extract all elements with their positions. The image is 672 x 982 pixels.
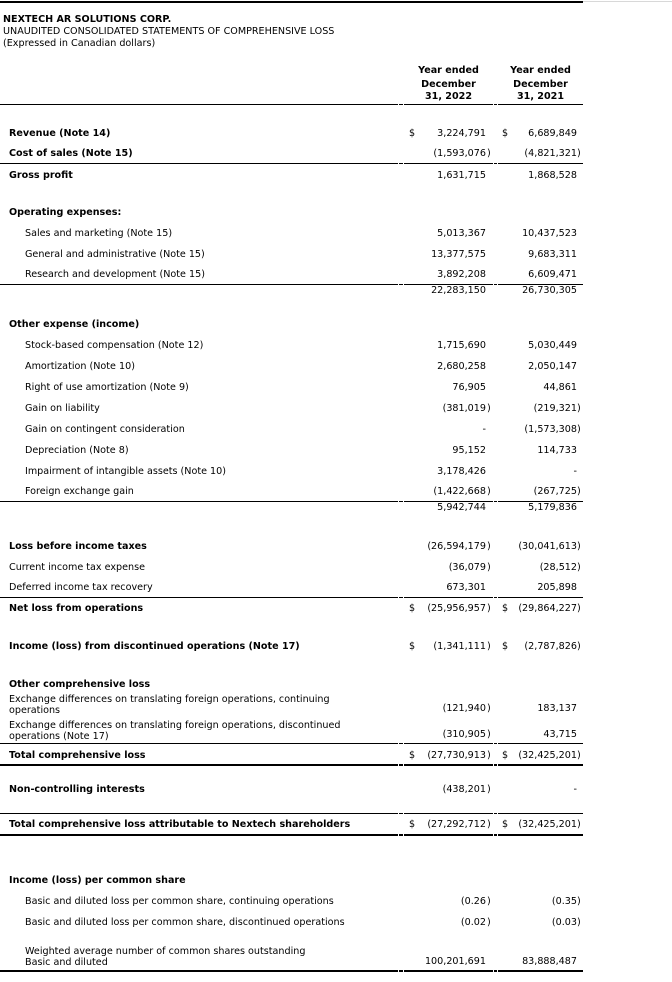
row-label: General and administrative (Note 15) [25,249,205,260]
row-label: Total comprehensive loss [9,750,146,761]
row-label: Gain on liability [25,403,100,414]
underline-rule [404,501,493,502]
row-label: Gain on contingent consideration [25,424,185,435]
underline-rule [404,813,493,814]
currency-symbol-2022: $ [409,641,416,652]
value-2022: 76,905 [452,382,486,393]
table-row [0,720,583,743]
currency-symbol-2022: $ [409,750,416,761]
value-2021: 183,137 [537,703,577,714]
table-row [0,778,583,798]
column-header-line: December [513,79,568,90]
value-2022: (310,905 [442,729,486,740]
value-2021: (0.35 [551,896,577,907]
underline-rule [404,834,493,836]
value-2021: 5,030,449 [528,340,577,351]
value-2022: (26,594,179 [427,541,486,552]
underline-gap-dash [494,163,497,164]
underline-gap-dash [399,284,403,285]
row-label: Loss before income taxes [9,541,147,552]
underline-rule [498,163,583,164]
value-2022: (0.26 [460,896,486,907]
row-label: Amortization (Note 10) [25,361,135,372]
value-2021: 43,715 [543,729,577,740]
value-2021: 1,868,528 [528,170,577,181]
row-label: Impairment of intangible assets (Note 10) [25,466,226,477]
column-header-line: 31, 2021 [516,91,565,102]
value-2021: - [573,466,577,477]
closing-paren-2022: ) [487,641,491,652]
value-2022: 22,283,150 [431,285,486,296]
table-row [0,460,583,480]
currency-symbol-2022: $ [409,128,416,139]
row-label: Depreciation (Note 8) [25,445,129,456]
value-2022: (121,940 [442,703,486,714]
table-row [0,496,583,516]
value-2022: 3,224,791 [437,128,486,139]
row-label: Exchange differences on translating foreign operations, continuing operations [9,694,330,716]
value-2021: 5,179,836 [528,502,577,513]
row-label: Current income tax expense [9,562,146,573]
column-header-line: December [421,79,476,90]
table-row [0,279,583,299]
value-2022: (25,956,957 [427,603,486,614]
column-header-line: Year ended [418,65,479,76]
top-border-gray [583,1,672,2]
underline-gap-dash [399,163,403,164]
closing-paren-2021: ) [577,641,581,652]
underline-rule [498,104,583,105]
value-2021: 10,437,523 [522,228,577,239]
value-2022: (27,292,712 [427,819,486,830]
closing-paren-2021: ) [577,562,581,573]
row-label: Other expense (income) [9,319,140,330]
currency-symbol-2021: $ [502,128,509,139]
value-2022: 673,301 [446,582,486,593]
column-header-line: 31, 2022 [424,91,473,102]
row-label: Total comprehensive loss attributable to Nextech shareholders [9,819,351,830]
table-row [0,397,583,417]
closing-paren-2021: ) [577,424,581,435]
closing-paren-2021: ) [577,603,581,614]
underline-rule [0,163,398,164]
value-2021: (29,864,227 [518,603,577,614]
table-row [0,418,583,438]
table-row [0,535,583,555]
currency-symbol-2021: $ [502,750,509,761]
value-2022: 3,892,208 [437,269,486,280]
underline-gap-dash [494,970,497,972]
underline-gap-dash [494,284,497,285]
value-2021: 26,730,305 [522,285,577,296]
column-header-2022 [404,64,493,102]
table-row [0,142,583,162]
value-2021: 205,898 [537,582,577,593]
closing-paren-2021: ) [577,148,581,159]
table-row [0,946,583,970]
closing-paren-2022: ) [487,703,491,714]
row-label: Net loss from operations [9,603,144,614]
value-2022: 95,152 [452,445,486,456]
value-2021: (28,512 [539,562,577,573]
value-2021: (30,041,613 [518,541,577,552]
closing-paren-2021: ) [577,819,581,830]
underline-rule [404,104,493,105]
row-label-line2: Basic and diluted [25,957,108,968]
closing-paren-2022: ) [487,541,491,552]
underline-rule [498,764,583,766]
underline-rule [404,597,493,598]
table-row [0,556,583,576]
value-2022: (1,341,111 [433,641,486,652]
closing-paren-2022: ) [487,403,491,414]
underline-rule [0,834,398,836]
row-label: Right of use amortization (Note 9) [25,382,189,393]
table-row [0,597,583,617]
underline-gap-dash [399,813,403,814]
underline-rule [498,743,583,744]
row-label: Weighted average number of common shares outstanding [25,946,306,957]
closing-paren-2021: ) [577,896,581,907]
underline-rule [498,970,583,972]
closing-paren-2021: ) [577,403,581,414]
value-2021: 9,683,311 [528,249,577,260]
value-2022: (1,422,668 [433,486,486,497]
row-label: Revenue (Note 14) [9,128,111,139]
row-label: Exchange differences on translating foreign operations, discontinued operations (Note 17) [9,720,341,742]
value-2021: 2,050,147 [528,361,577,372]
value-2021: 44,861 [543,382,577,393]
value-2022: 13,377,575 [431,249,486,260]
table-row [0,376,583,396]
value-2021: (0.03 [551,917,577,928]
closing-paren-2022: ) [487,896,491,907]
underline-rule [498,813,583,814]
value-2021: (219,321 [533,403,577,414]
closing-paren-2021: ) [577,486,581,497]
table-row [0,355,583,375]
statement-header [3,14,334,50]
value-2022: (0.02 [460,917,486,928]
row-label: Gross profit [9,170,73,181]
underline-gap-dash [494,104,497,105]
underline-rule [0,104,398,105]
row-label: Income (loss) from discontinued operations (Note 17) [9,641,300,652]
underline-rule [0,764,398,766]
closing-paren-2022: ) [487,917,491,928]
column-header-line: Year ended [510,65,571,76]
closing-paren-2022: ) [487,729,491,740]
value-2021: 114,733 [537,445,577,456]
value-2021: 6,609,471 [528,269,577,280]
closing-paren-2022: ) [487,784,491,795]
underline-gap-dash [494,764,497,766]
underline-rule [0,970,398,972]
underline-rule [404,284,493,285]
underline-rule [0,597,398,598]
closing-paren-2022: ) [487,486,491,497]
value-2022: 2,680,258 [437,361,486,372]
value-2022: 100,201,691 [424,956,486,967]
underline-gap-dash [399,743,403,744]
row-label: Sales and marketing (Note 15) [25,228,173,239]
currency-note: (Expressed in Canadian dollars) [3,38,156,49]
underline-gap-dash [399,764,403,766]
value-2021: 6,689,849 [528,128,577,139]
closing-paren-2021: ) [577,917,581,928]
currency-symbol-2021: $ [502,641,509,652]
table-row [0,313,583,333]
underline-rule [498,597,583,598]
table-row [0,201,583,221]
value-2021: 83,888,487 [522,956,577,967]
table-row [0,576,583,596]
underline-gap-dash [399,597,403,598]
row-label: Cost of sales (Note 15) [9,148,133,159]
row-label: Deferred income tax recovery [9,582,153,593]
value-2021: (32,425,201 [518,819,577,830]
value-2022: (36,079 [448,562,486,573]
row-label: Operating expenses: [9,207,122,218]
value-2022: (381,019 [442,403,486,414]
table-row [0,243,583,263]
underline-gap-dash [399,970,403,972]
underline-rule [498,834,583,836]
row-label: Non-controlling interests [9,784,145,795]
value-2021: (4,821,321 [524,148,577,159]
underline-gap-dash [494,501,497,502]
underline-rule [404,163,493,164]
underline-gap-dash [494,834,497,836]
value-2022: 1,715,690 [437,340,486,351]
closing-paren-2021: ) [577,750,581,761]
column-header-2021 [498,64,583,102]
underline-rule [498,501,583,502]
currency-symbol-2022: $ [409,819,416,830]
closing-paren-2022: ) [487,819,491,830]
closing-paren-2022: ) [487,562,491,573]
value-2022: 5,942,744 [437,502,486,513]
underline-rule [0,813,398,814]
value-2021: (2,787,826 [524,641,577,652]
closing-paren-2022: ) [487,148,491,159]
table-row [0,122,583,142]
table-row [0,439,583,459]
closing-paren-2022: ) [487,750,491,761]
value-2022: (27,730,913 [427,750,486,761]
table-row [0,222,583,242]
value-2022: (1,593,076 [433,148,486,159]
row-label: Research and development (Note 15) [25,269,205,280]
underline-rule [0,501,398,502]
table-row [0,694,583,717]
underline-rule [0,743,398,744]
underline-gap-dash [494,813,497,814]
value-2022: - [482,424,486,435]
underline-rule [404,970,493,972]
closing-paren-2022: ) [487,603,491,614]
table-row [0,164,583,184]
row-label: Other comprehensive loss [9,679,151,690]
table-row [0,744,583,764]
value-2022: 1,631,715 [437,170,486,181]
value-2021: (267,725 [533,486,577,497]
row-label: Foreign exchange gain [25,486,134,497]
underline-rule [498,284,583,285]
underline-gap-dash [399,104,403,105]
value-2022: 3,178,426 [437,466,486,477]
value-2021: - [573,784,577,795]
table-row [0,869,583,889]
underline-gap-dash [494,743,497,744]
top-border [0,1,583,3]
row-label: Stock-based compensation (Note 12) [25,340,204,351]
table-row [0,635,583,655]
table-row [0,911,583,931]
table-row [0,813,583,833]
table-row [0,890,583,910]
currency-symbol-2021: $ [502,603,509,614]
row-label: Basic and diluted loss per common share, continuing operations [25,896,334,907]
table-row [0,334,583,354]
currency-symbol-2021: $ [502,819,509,830]
underline-rule [404,764,493,766]
value-2021: (1,573,308 [524,424,577,435]
underline-gap-dash [399,501,403,502]
table-row [0,673,583,693]
underline-rule [404,743,493,744]
company-name: NEXTECH AR SOLUTIONS CORP. [3,14,172,25]
underline-gap-dash [494,597,497,598]
currency-symbol-2022: $ [409,603,416,614]
statement-title: UNAUDITED CONSOLIDATED STATEMENTS OF COMPREHENSIVE LOSS [3,26,335,37]
underline-rule [0,284,398,285]
row-label: Income (loss) per common share [9,875,186,886]
value-2022: (438,201 [442,784,486,795]
row-label: Basic and diluted loss per common share, discontinued operations [25,917,345,928]
closing-paren-2021: ) [577,541,581,552]
value-2021: (32,425,201 [518,750,577,761]
value-2022: 5,013,367 [437,228,486,239]
underline-gap-dash [399,834,403,836]
